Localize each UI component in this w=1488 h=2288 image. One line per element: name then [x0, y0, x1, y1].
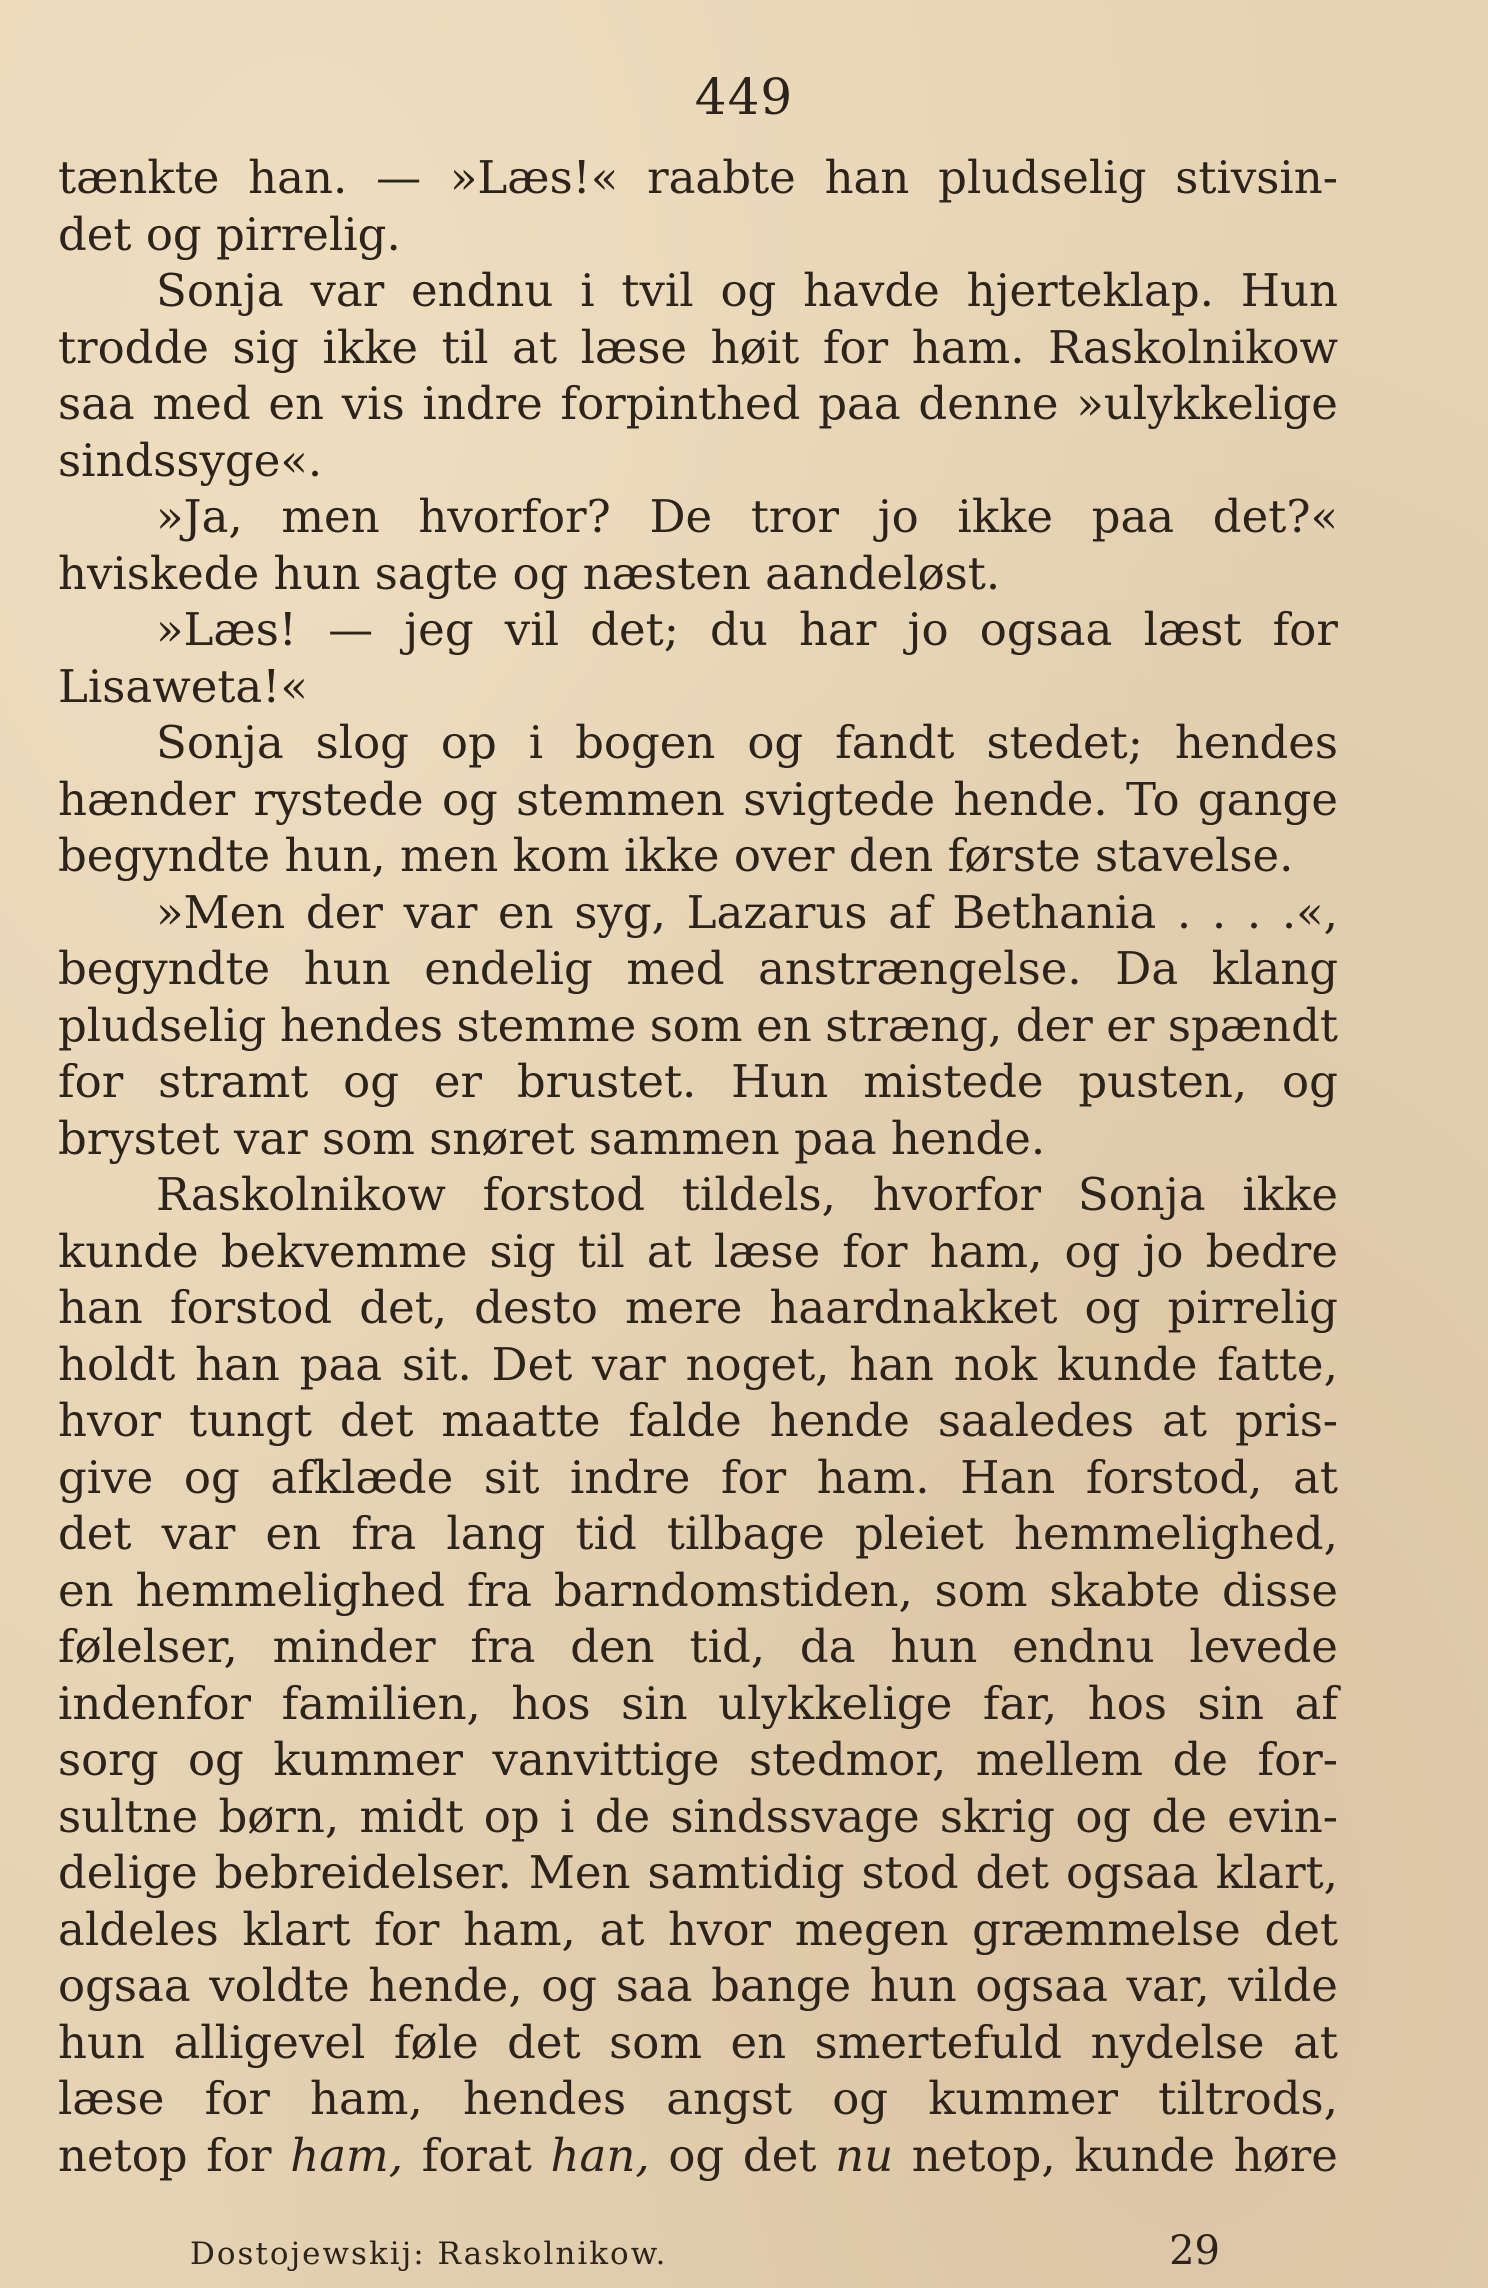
text-line: Lisaweta!« — [58, 659, 308, 713]
text-line: indenfor familien, hos sin ulykkelige far, hos sin af — [58, 1676, 1338, 1730]
page-footer — [190, 2228, 1220, 2278]
text-line: hun alligevel føle det som en smertefuld nydelse at — [58, 2015, 1338, 2069]
signature-mark: 29 — [1169, 2228, 1220, 2274]
text-line: tænkte han. — »Læs!« raabte han pludselig stivsin- — [58, 151, 1338, 204]
text-line: læse for ham, hendes angst og kummer tiltrods, — [58, 2072, 1338, 2125]
text-line: brystet var som snøret sammen paa hende. — [58, 1111, 1046, 1165]
text-line: ogsaa voldte hende, og saa bange hun ogsaa var, vilde — [58, 1959, 1338, 2012]
text-line: Raskolnikow forstod tildels, hvorfor Sonja ikke — [156, 1168, 1338, 1221]
text-line: trodde sig ikke til at læse høit for ham. Raskolnikow — [58, 320, 1338, 374]
text-line: hænder rystede og stemmen svigtede hende. To gange — [58, 772, 1338, 826]
text-line: for stramt og er brustet. Hun mistede pusten, og — [58, 1055, 1338, 1108]
page-number: 449 — [694, 68, 794, 126]
text-line: give og afklæde sit indre for ham. Han forstod, at — [58, 1450, 1338, 1504]
text-line: delige bebreidelser. Men samtidig stod det ogsaa klart, — [58, 1846, 1338, 1899]
text-line: det var en fra lang tid tilbage pleiet hemmelighed, — [58, 1507, 1338, 1560]
text-line: saa med en vis indre forpinthed paa denne »ulykkelige — [58, 377, 1338, 430]
text-line: hvor tungt det maatte falde hende saaledes at pris- — [58, 1394, 1338, 1447]
body-text — [58, 150, 1338, 2184]
text-line: »Ja, men hvorfor? De tror jo ikke paa det?« — [156, 490, 1338, 543]
text-line: en hemmelighed fra barndomstiden, som skabte disse — [58, 1563, 1338, 1617]
text-line: kunde bekvemme sig til at læse for ham, og jo bedre — [58, 1224, 1338, 1278]
text-line: følelser, minder fra den tid, da hun endnu levede — [58, 1620, 1338, 1673]
text-line: »Men der var en syg, Lazarus af Bethania . . . .«, — [156, 885, 1338, 939]
text-line: pludselig hendes stemme som en stræng, der er spændt — [58, 998, 1338, 1052]
text-line: holdt han paa sit. Det var noget, han nok kunde fatte, — [58, 1337, 1338, 1391]
text-line: sindssyge«. — [58, 433, 323, 487]
text-line: Sonja slog op i bogen og fandt stedet; hendes — [156, 716, 1338, 769]
text-line: Sonja var endnu i tvil og havde hjerteklap. Hun — [156, 264, 1338, 317]
text-line: hviskede hun sagte og næsten aandeløst. — [58, 546, 1001, 600]
text-line: begyndte hun, men kom ikke over den første stavelse. — [58, 829, 1294, 882]
text-line: aldeles klart for ham, at hvor megen græmmelse det — [58, 1902, 1338, 1956]
text-line: sultne børn, midt op i de sindssvage skrig og de evin- — [58, 1789, 1338, 1843]
text-line: netop for ham, forat han, og det nu netop, kunde høre — [58, 2128, 1338, 2182]
text-line: det og pirrelig. — [58, 207, 401, 261]
footer-title: Dostojewskij: Raskolnikow. — [190, 2236, 668, 2272]
text-line: han forstod det, desto mere haardnakket og pirrelig — [58, 1281, 1338, 1334]
text-line: sorg og kummer vanvittige stedmor, mellem de for- — [58, 1733, 1338, 1786]
text-line: »Læs! — jeg vil det; du har jo ogsaa læst for — [156, 603, 1338, 656]
text-line: begyndte hun endelig med anstrængelse. Da klang — [58, 942, 1338, 995]
